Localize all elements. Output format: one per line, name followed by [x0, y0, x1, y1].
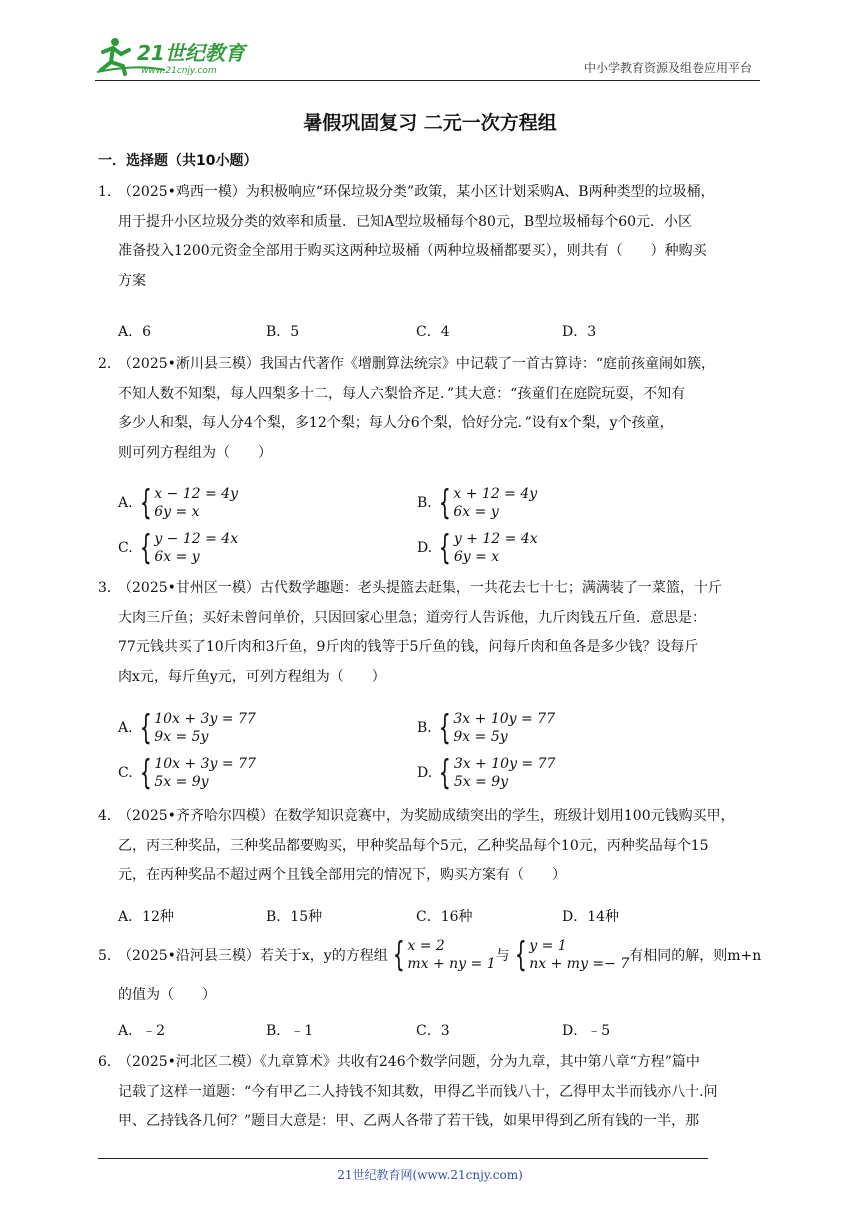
page-footer[interactable]: 21世纪教育网(www.21cnjy.com) [337, 1168, 523, 1182]
brace-icon: { [439, 753, 451, 793]
question-text: 的值为（ ） [118, 987, 216, 1003]
option-label: B. [417, 720, 432, 736]
equation: 10x + 3y = 77 [154, 756, 256, 772]
question-number: 4． [98, 808, 121, 824]
option-c[interactable] [118, 754, 256, 792]
question-2 [98, 350, 766, 468]
equation: 9x = 5y [453, 729, 508, 745]
question-text: 乙，丙三种奖品，三种奖品都要购买，甲种奖品每个5元，乙种奖品每个10元，丙种奖品每个15 [118, 837, 709, 854]
option-label: C. [118, 765, 133, 781]
question-3 [98, 574, 766, 692]
question-text: 准备投入1200元资金全部用于购买这两种垃圾桶（两种垃圾桶都要买），则共有（ ）种购买 [118, 243, 707, 259]
option-b[interactable]: B．﹣1 [266, 1023, 314, 1039]
equation: x = 2 [407, 938, 445, 954]
equation: 6y = x [154, 504, 200, 520]
question-number: 2． [98, 356, 121, 372]
question-text: （2025•甘州区一模）古代数学趣题：老头提篮去赶集，一共花去七十七；满满装了一菜篮，十斤 [118, 580, 722, 596]
option-c[interactable]: C．4 [416, 324, 450, 340]
question-text: （2025•鸡西一模）为积极响应“环保垃圾分类”政策，某小区计划采购A、B两种类型的垃圾桶， [118, 184, 715, 200]
option-label: A. [118, 720, 133, 736]
brace-icon: { [139, 708, 152, 748]
platform-name: 中小学教育资源及组卷应用平台 [583, 61, 752, 75]
option-label: A. [118, 495, 133, 511]
question-text: 有相同的解，则m+n [629, 948, 762, 964]
question-text: 与 [495, 948, 510, 964]
question-text: 甲、乙持钱各几何？”题目大意是：甲、乙两人各带了若干钱，如果甲得到乙所有钱的一半，那 [118, 1113, 700, 1129]
question-number: 3． [98, 580, 121, 596]
equation: nx + my =− 7 [529, 956, 630, 972]
question-text: （2025•沿河县三模）若关于x，y的方程组 [118, 948, 388, 964]
equation: 6y = x [453, 549, 500, 565]
brace-icon: { [139, 753, 152, 793]
section-heading: 一．选择题（共10小题） [98, 153, 258, 169]
option-b[interactable]: B．5 [266, 324, 300, 340]
question-number: 1． [98, 184, 121, 200]
question-text: 大肉三斤鱼；买好未曾问单价，只因回家心里急；道旁行人告诉他，九斤肉钱五斤鱼．意思是： [118, 609, 706, 626]
option-a[interactable]: A．﹣2 [118, 1023, 166, 1039]
option-c[interactable]: C．3 [416, 1023, 450, 1039]
question-5 [98, 936, 761, 974]
brace-icon: { [439, 528, 451, 568]
equation: x + 12 = 4y [453, 486, 538, 502]
option-b[interactable] [417, 709, 555, 747]
question-text: 则可列方程组为（ ） [118, 444, 272, 461]
question-1 [98, 178, 766, 296]
option-a[interactable] [118, 709, 256, 747]
option-d[interactable] [417, 754, 555, 792]
equation: y + 12 = 4x [453, 531, 538, 547]
equation: y − 12 = 4x [154, 531, 239, 547]
option-c[interactable]: C．16种 [416, 909, 473, 925]
option-d[interactable]: D．14种 [562, 909, 620, 925]
option-a[interactable]: A．12种 [118, 909, 174, 925]
equation: 6x = y [154, 549, 200, 565]
question-6 [98, 1048, 766, 1137]
option-d[interactable]: D．﹣5 [562, 1023, 611, 1039]
question-text: 多少人和梨，每人分4个梨，多12个梨；每人分6个梨，恰好分完．”设有x个梨，y个孩童， [118, 415, 674, 431]
brace-icon: { [438, 483, 451, 523]
question-text: （2025•河北区二模）《九章算术》共收有246个数学问题，分为九章，其中第八章“方程”篇中 [118, 1054, 700, 1070]
question-text: 肉x元，每斤鱼y元，可列方程组为（ ） [118, 668, 386, 685]
option-a[interactable]: A．6 [118, 324, 152, 340]
equation: 9x = 5y [154, 729, 209, 745]
equation: y = 1 [529, 938, 567, 954]
equation: 10x + 3y = 77 [154, 711, 256, 727]
question-text: 方案 [118, 272, 146, 289]
logo-runner-icon [95, 36, 265, 76]
question-text: 用于提升小区垃圾分类的效率和质量．已知A型垃圾桶每个80元，B型垃圾桶每个60元．小区 [118, 213, 693, 230]
brace-icon: { [392, 935, 405, 975]
option-a[interactable] [118, 484, 238, 522]
question-number: 5． [98, 948, 121, 964]
footer-divider [98, 1158, 708, 1159]
question-text: 77元钱共买了10斤肉和3斤鱼，9斤肉的钱等于5斤鱼的钱，问每斤肉和鱼各是多少钱？设每斤 [118, 639, 699, 655]
page-header [95, 32, 760, 81]
option-label: C. [118, 540, 133, 556]
equation: 3x + 10y = 77 [453, 756, 556, 772]
question-text: 不知人数不知梨，每人四梨多十二，每人六梨恰齐足．”其大意：“孩童们在庭院玩耍，不知有 [118, 385, 686, 402]
question-text: 元，在丙种奖品不超过两个且钱全部用完的情况下，购买方案有（ ） [118, 867, 566, 883]
option-b[interactable]: B．15种 [266, 909, 323, 925]
option-b[interactable] [417, 484, 537, 522]
page-title: 暑假巩固复习 二元一次方程组 [303, 112, 557, 134]
logo-text: 21世纪教育 [137, 41, 245, 65]
equation: 5x = 9y [453, 774, 509, 790]
option-c[interactable] [118, 529, 238, 567]
equation: x − 12 = 4y [154, 486, 238, 502]
question-4 [98, 802, 766, 891]
question-text: （2025•淅川县三模）我国古代著作《增删算法统宗》中记载了一首古算诗：“庭前孩童闹如簇， [118, 356, 716, 372]
question-text: 记载了这样一道题：“今有甲乙二人持钱不知其数，甲得乙半而钱八十，乙得甲太半而钱亦八十.问 [118, 1083, 718, 1100]
brace-icon: { [438, 708, 451, 748]
equation: mx + ny = 1 [407, 956, 496, 972]
equation: 5x = 9y [154, 774, 209, 790]
option-d[interactable] [417, 529, 538, 567]
equation: 6x = y [453, 504, 499, 520]
option-d[interactable]: D．3 [562, 324, 597, 340]
question-text: （2025•齐齐哈尔四模）在数学知识竞赛中，为奖励成绩突出的学生，班级计划用100元钱购买甲， [118, 808, 735, 824]
brace-icon: { [514, 935, 527, 975]
brace-icon: { [139, 528, 152, 568]
question-number: 6． [98, 1054, 121, 1070]
logo-url: www.21cnjy.com [141, 66, 217, 76]
question-5-continued [98, 981, 766, 1011]
option-label: D. [417, 540, 433, 556]
option-label: B. [417, 495, 432, 511]
option-label: D. [417, 765, 433, 781]
brace-icon: { [139, 483, 152, 523]
equation: 3x + 10y = 77 [453, 711, 555, 727]
